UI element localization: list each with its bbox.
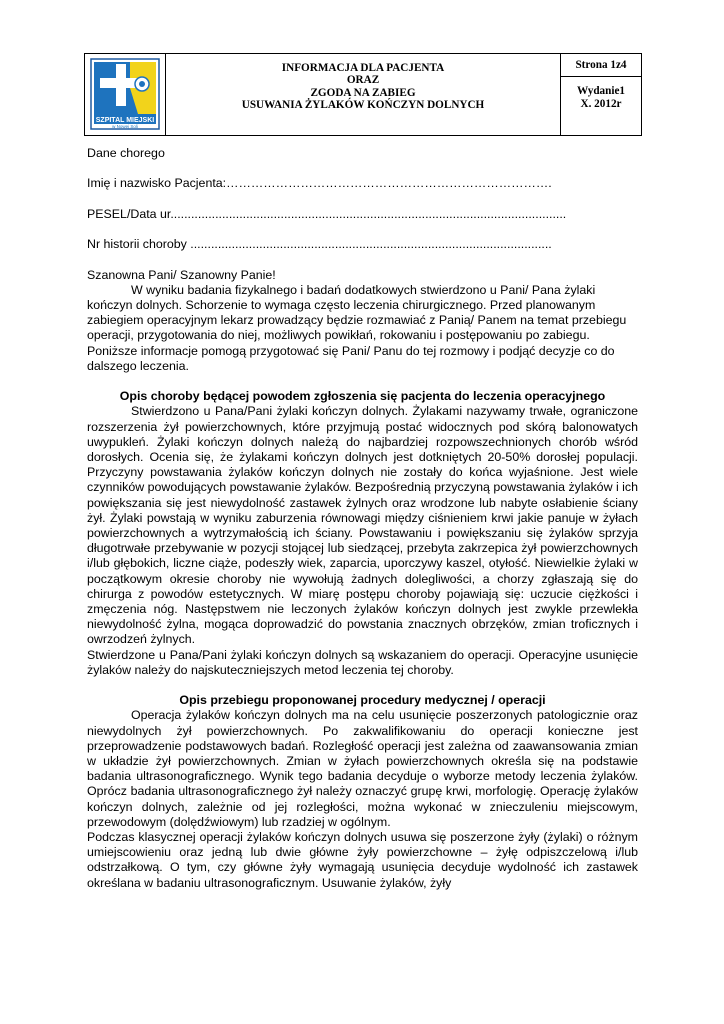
edition-number: Wydanie1 (576, 85, 626, 97)
edition-info (561, 77, 641, 111)
intro-paragraph: W wyniku badania fizykalnego i badań dodatkowych stwierdzono u Pani/ Pana żylaki kończyn dolnych. Schorzenie to wymaga często leczenia chirurgicznego. Przed planowanym zabiegiem operacyjnym lekarz prowadzący będzie rozmawiać z Panią/ Panem na temat przebiegu operacji, przygotowania do niej, możliwych powikłań, rokowaniu i postępowaniu po zabiegu. (87, 282, 627, 343)
title-line-3: ZGODA NA ZABIEG (310, 86, 416, 99)
logo-name: SZPITAL MIEJSKI (95, 117, 155, 124)
document-body (87, 146, 638, 891)
salutation: Szanowna Pani/ Szanowny Panie! (87, 267, 276, 282)
document-header (84, 53, 642, 136)
procedure-details: Podczas klasycznej operacji żylaków kończyn dolnych usuwa się poszerzone żyły (żylaki) o różnym umiejscowieniu oraz jedną lub dwie główne żyły powierzchowne – żyłę odpiszczelową i/lub odstrzałkową. O tym, czy główne żyły wymagają usunięcia decyduje wydolność ich zastawek określana w badaniu ultrasonograficznym. Usuwanie żylaków, żyły (87, 830, 638, 890)
title-line-4: USUWANIA ŻYLAKÓW KOŃCZYN DOLNYCH (241, 99, 485, 112)
procedure-description: Operacja żylaków kończyn dolnych ma na celu usunięcie poszerzonych patologicznie oraz niewydolnych żył powierzchownych. Po zakwalifikowaniu do operacji konieczne jest przeprowadzenie podstawowych badań. Rozległość operacji jest zależna od zaawansowania zmian w układzie żył powierzchownych. Zmian w żyłach powierzchownych określa się na podstawie badania ultrasonograficznego. Wynik tego badania decyduje o wyborze metody leczenia żylaków. Oprócz badania ultrasonograficznego żył należy oznaczyć grupę krwi, morfologię. Operację żylaków kończyn dolnych, zależnie od jej rozległości, można wykonać w znieczuleniu miejscowym, przewodowym (dolędźwiowym) lub rzadziej w ogólnym. (87, 708, 638, 829)
hospital-logo-icon (90, 58, 160, 130)
page-number: Strona 1z4 (561, 54, 641, 77)
edition-date: X. 2012r (580, 98, 622, 110)
logo-cell (85, 54, 166, 135)
section-heading-disease: Opis choroby będącej powodem zgłoszenia się pacjenta do leczenia operacyjnego (119, 389, 606, 404)
operation-indication: Stwierdzone u Pana/Pani żylaki kończyn dolnych są wskazaniem do operacji. Operacyjne usunięcie żylaków należy do najskuteczniejszych metod leczenia tej choroby. (87, 647, 638, 677)
disease-description: Stwierdzono u Pana/Pani żylaki kończyn dolnych. Żylakami nazywamy trwałe, ograniczone rozszerzenia żył powierzchownych, które przyjmują postać widocznych pod skórą balonowatych uwypukleń. Żylaki kończyn dolnych należą do najbardziej rozpowszechnionych chorób wśród dorosłych. Ocenia się, że żylakami kończyn dolnych jest dotkniętych 20-50% dorosłej populacji. Przyczyny powstawania żylaków kończyn dolnych nie zostały do końca wyjaśnione. Jest wiele czynników powodujących powstawanie żylaków. Bezpośrednią przyczyną powstawania żylaków i ich powiększania się jest niewydolność zastawek żylnych oraz wrodzone lub nabyte osłabienie ściany żył. Żylaki powstają w wyniku zaburzenia równowagi między ciśnieniem krwi jakie panuje w żyłach powierzchownych a wytrzymałością ich ściany. Powstawaniu i powiększaniu się żylaków sprzyja długotrwałe przebywanie w pozycji stojącej lub siedzącej, przebyta zakrzepica żył powierzchownych i/lub głębokich, liczne ciąże, podeszły wiek, zaparcia, uporczywy kaszel, otyłość. Niewielkie żylaki w początkowym okresie choroby nie wywołują żadnych dolegliwości, a chorzy zgłaszają się do chirurga z powodów estetycznych. W miarę postępu choroby pojawiają się: uczucie ciężkości i zmęczenia nóg. Następstwem nie leczonych żylaków kończyn dolnych jest zwykle przewlekła niewydolność żylna, mogąca doprowadzić do powstania znacznych obrzęków, zmian troficznych i owrzodzeń żylnych. (87, 404, 638, 647)
document-title (166, 54, 561, 135)
document-meta (561, 54, 641, 135)
intro-paragraph-2: Poniższe informacje pomogą przygotować się Pani/ Panu do tej rozmowy i podjąć decyzje co do dalszego leczenia. (87, 343, 615, 373)
section-heading-procedure: Opis przebiegu proponowanej procedury medycznej / operacji (179, 693, 546, 708)
title-line-1: INFORMACJA DLA PACJENTA (281, 62, 445, 74)
pesel-field: PESEL/Data ur................................................................................................................... (87, 206, 567, 221)
patient-data-label: Dane chorego (87, 146, 165, 160)
patient-name-field: Imię i nazwisko Pacjenta:……………………………………………………………………. (87, 176, 552, 191)
title-line-2: ORAZ (346, 74, 380, 87)
medical-history-field: Nr historii choroby ......................................................................................................... (87, 237, 552, 252)
logo-sub: w Nowej Soli (112, 124, 138, 129)
